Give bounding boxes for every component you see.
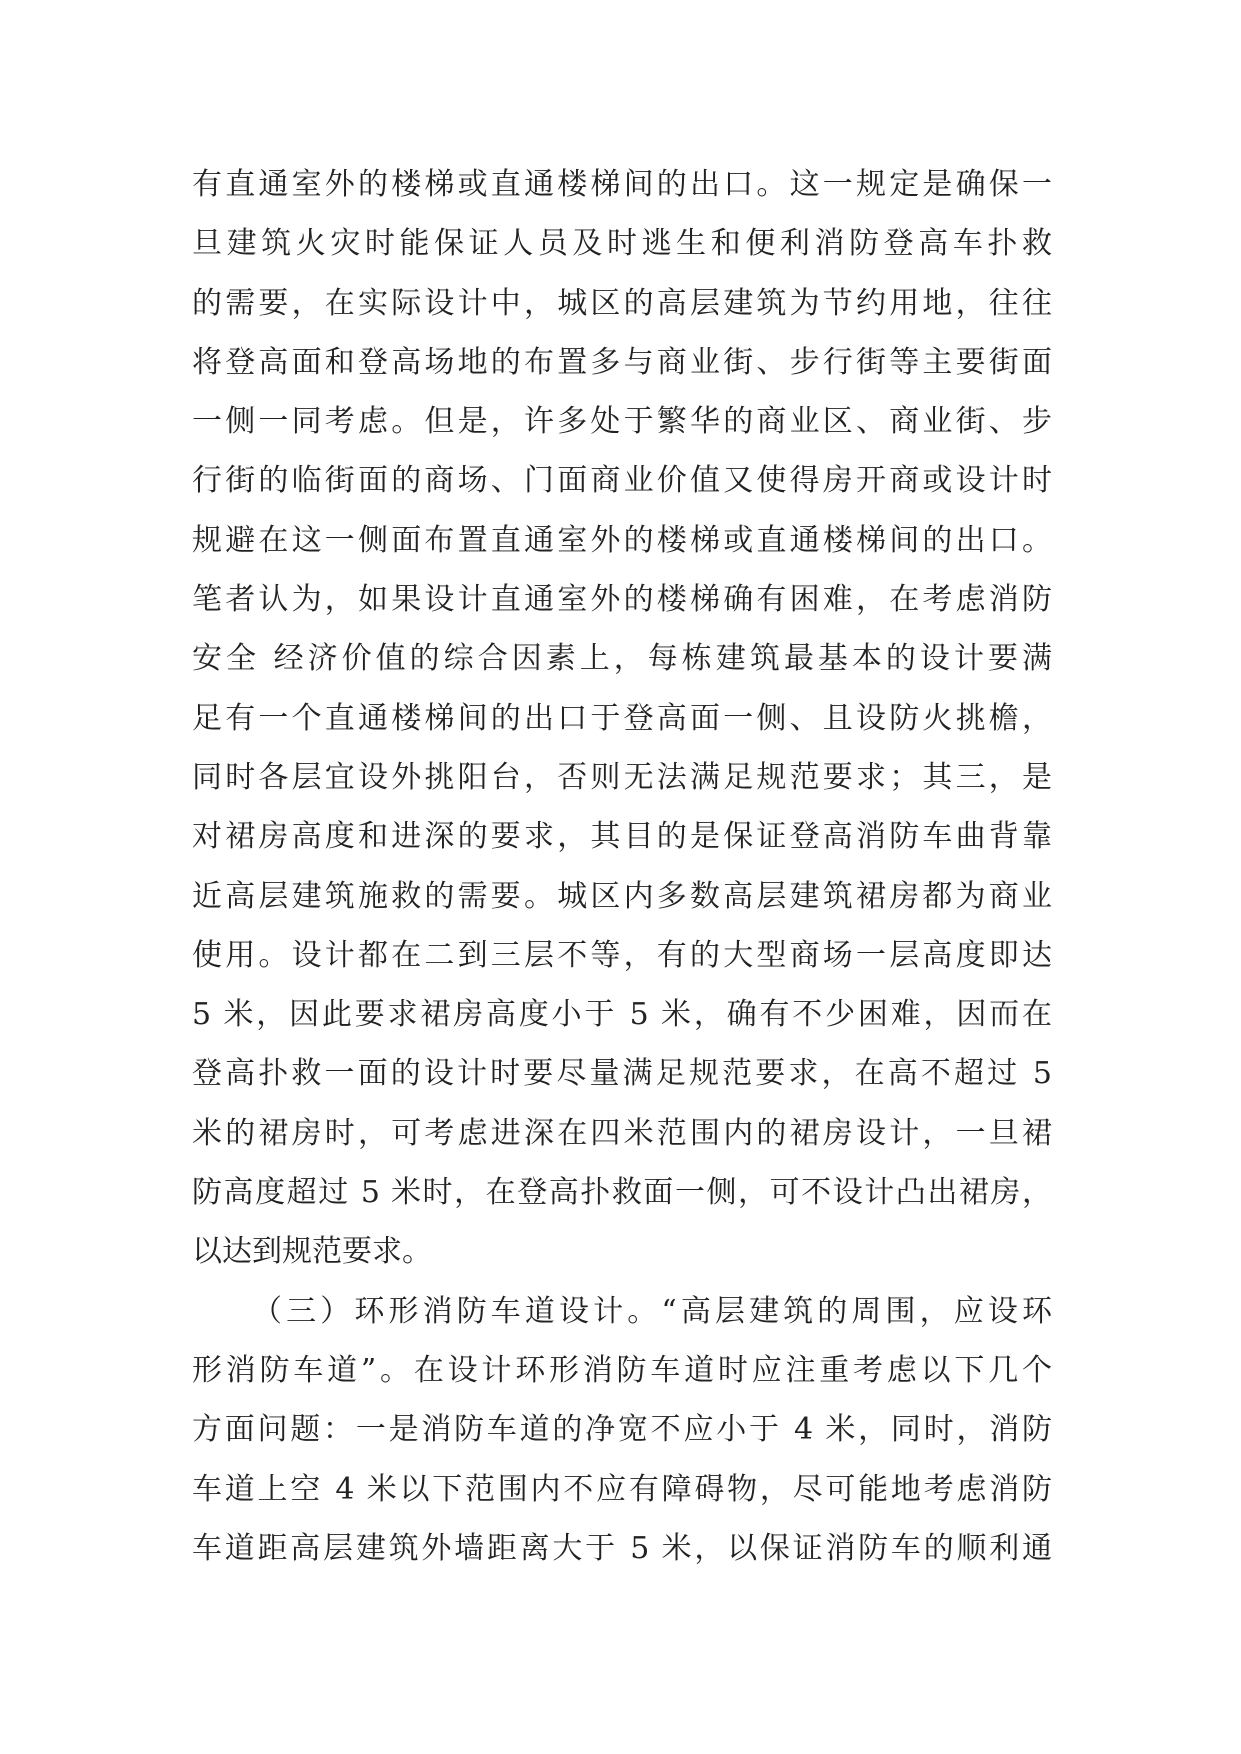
paragraph-line: 车道上空 4 米以下范围内不应有障碍物，尽可能地考虑消防 [192, 1471, 1052, 1507]
paragraph-line: 行街的临街面的商场、门面商业价值又使得房开商或设计时 [192, 463, 1052, 499]
paragraph-line: 规避在这一侧面布置直通室外的楼梯或直通楼梯间的出口。 [192, 522, 1052, 558]
paragraph-line: 有直通室外的楼梯或直通楼梯间的出口。这一规定是确保一 [192, 167, 1052, 202]
section-heading-line: （三）环形消防车道设计。“高层建筑的周围，应设环 [252, 1293, 1052, 1329]
paragraph-line: 车道距高层建筑外墙距离大于 5 米，以保证消防车的顺利通 [192, 1530, 1052, 1566]
paragraph-line: 将登高面和登高场地的布置多与商业街、步行街等主要街面 [192, 344, 1052, 380]
paragraph-line: 5 米，因此要求裙房高度小于 5 米，确有不少困难，因而在 [192, 997, 1052, 1033]
paragraph-line: 旦建筑火灾时能保证人员及时逃生和便利消防登高车扑救 [192, 226, 1052, 262]
paragraph-line: 对裙房高度和进深的要求，其目的是保证登高消防车曲背靠 [192, 819, 1052, 855]
paragraph-line: 同时各层宜设外挑阳台，否则无法满足规范要求；其三，是 [192, 759, 1052, 795]
paragraph-line: 安全 经济价值的综合因素上，每栋建筑最基本的设计要满 [192, 641, 1052, 677]
paragraph-line: 方面问题：一是消防车道的净宽不应小于 4 米，同时，消防 [192, 1412, 1052, 1448]
paragraph-line: 使用。设计都在二到三层不等，有的大型商场一层高度即达 [192, 937, 1052, 973]
paragraph-line: 的需要，在实际设计中，城区的高层建筑为节约用地，往往 [192, 285, 1052, 321]
paragraph-line: 登高扑救一面的设计时要尽量满足规范要求，在高不超过 5 [192, 1056, 1052, 1092]
paragraph-last-line: 以达到规范要求。 [192, 1234, 432, 1270]
paragraph-line: 防高度超过 5 米时，在登高扑救面一侧，可不设计凸出裙房， [192, 1175, 1052, 1211]
paragraph-line: 笔者认为，如果设计直通室外的楼梯确有困难，在考虑消防 [192, 582, 1052, 618]
paragraph-line: 一侧一同考虑。但是，许多处于繁华的商业区、商业街、步 [192, 404, 1052, 440]
paragraph-line: 形消防车道”。在设计环形消防车道时应注重考虑以下几个 [192, 1352, 1052, 1388]
document-body [192, 155, 1052, 1578]
paragraph-line: 足有一个直通楼梯间的出口于登高面一侧、且设防火挑檐， [192, 700, 1052, 736]
paragraph-line: 近高层建筑施救的需要。城区内多数高层建筑裙房都为商业 [192, 878, 1052, 914]
paragraph-line: 米的裙房时，可考虑进深在四米范围内的裙房设计，一旦裙 [192, 1115, 1052, 1151]
